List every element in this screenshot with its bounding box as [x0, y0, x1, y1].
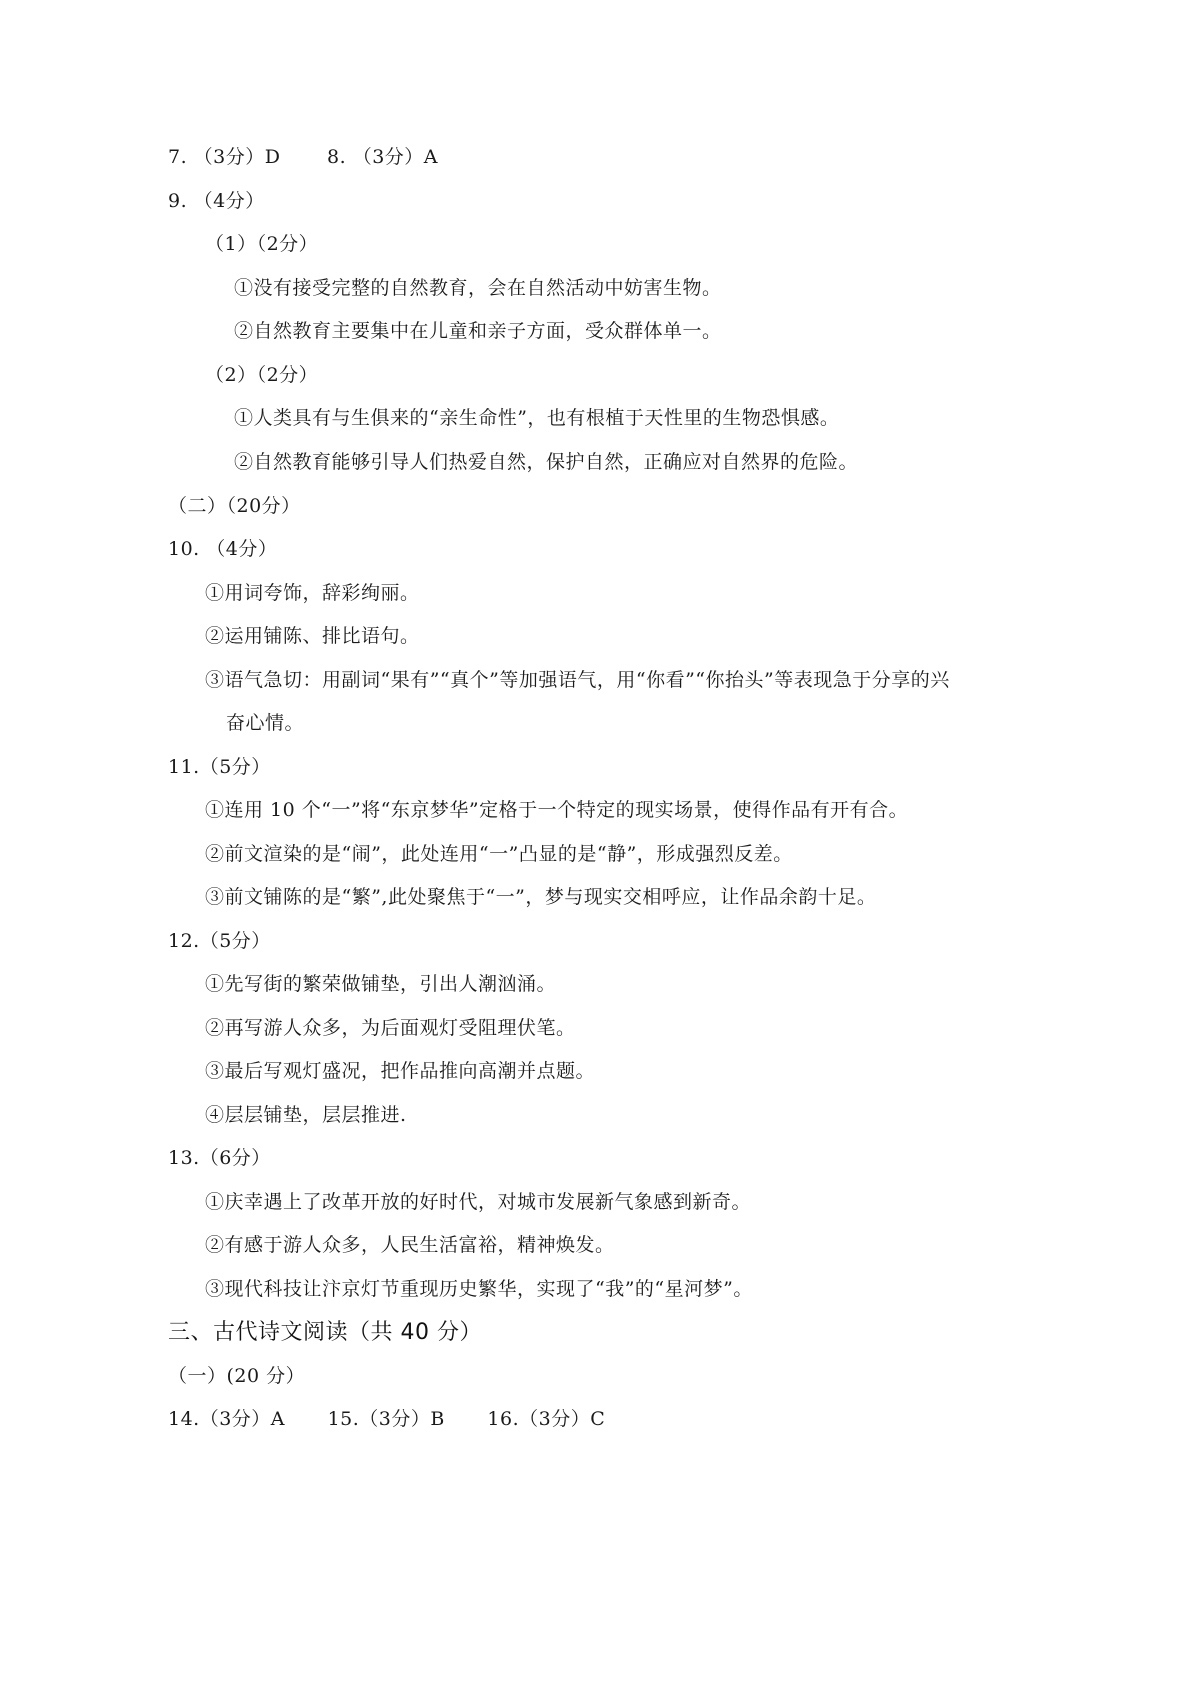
question-12-point-3: ③最后写观灯盛况，把作品推向高潮并点题。 — [205, 1060, 596, 1082]
answer-7: 7. （3分）D — [168, 146, 281, 168]
question-13-point-1: ①庆幸遇上了改革开放的好时代，对城市发展新气象感到新奇。 — [205, 1191, 752, 1213]
section-three-heading: 三、古代诗文阅读（共 40 分） — [168, 1320, 482, 1345]
question-12-header: 12.（5分） — [168, 930, 271, 952]
question-12-point-4: ④层层铺垫，层层推进. — [205, 1104, 407, 1126]
answer-row-7-8 — [168, 145, 438, 169]
question-12-point-2: ②再写游人众多，为后面观灯受阻理伏笔。 — [205, 1017, 576, 1039]
answer-row-14-16 — [168, 1407, 605, 1431]
question-9-part-2-point-1: ①人类具有与生俱来的“亲生命性”，也有根植于天性里的生物恐惧感。 — [234, 407, 840, 429]
question-11-header: 11.（5分） — [168, 756, 271, 778]
answer-14: 14.（3分）A — [168, 1408, 286, 1430]
question-9-header: 9. （4分） — [168, 190, 265, 212]
answer-8: 8. （3分）A — [327, 146, 439, 168]
question-12-point-1: ①先写街的繁荣做铺垫，引出人潮汹涌。 — [205, 973, 557, 995]
question-10-point-2: ②运用铺陈、排比语句。 — [205, 625, 420, 647]
answer-15: 15.（3分）B — [327, 1408, 445, 1430]
question-9-part-1-header: （1）（2分） — [205, 233, 319, 255]
question-13-header: 13.（6分） — [168, 1147, 271, 1169]
question-9-part-2-point-2: ②自然教育能够引导人们热爱自然，保护自然，正确应对自然界的危险。 — [234, 451, 859, 473]
question-11-point-2: ②前文渲染的是“闹”，此处连用“一”凸显的是“静”，形成强烈反差。 — [205, 843, 793, 865]
section-two-header: （二）（20分） — [168, 495, 301, 517]
answer-16: 16.（3分）C — [487, 1408, 606, 1430]
question-13-point-2: ②有感于游人众多，人民生活富裕，精神焕发。 — [205, 1234, 615, 1256]
question-9-part-2-header: （2）（2分） — [205, 364, 319, 386]
question-10-point-1: ①用词夸饰，辞彩绚丽。 — [205, 582, 420, 604]
subsection-one-header: （一）(20 分） — [168, 1365, 306, 1387]
question-11-point-1: ①连用 10 个“一”将“东京梦华”定格于一个特定的现实场景，使得作品有开有合。 — [205, 799, 909, 821]
question-9-part-1-point-2: ②自然教育主要集中在儿童和亲子方面，受众群体单一。 — [234, 320, 722, 342]
question-10-header: 10. （4分） — [168, 538, 278, 560]
question-11-point-3: ③前文铺陈的是“繁”,此处聚焦于“一”，梦与现实交相呼应，让作品余韵十足。 — [205, 886, 877, 908]
question-10-point-3-continued: 奋心情。 — [226, 712, 305, 734]
question-13-point-3: ③现代科技让汴京灯节重现历史繁华，实现了“我”的“星河梦”。 — [205, 1278, 753, 1300]
question-10-point-3: ③语气急切：用副词“果有”“真个”等加强语气，用“你看”“你抬头”等表现急于分享的兴 — [205, 669, 950, 691]
question-9-part-1-point-1: ①没有接受完整的自然教育，会在自然活动中妨害生物。 — [234, 277, 722, 299]
